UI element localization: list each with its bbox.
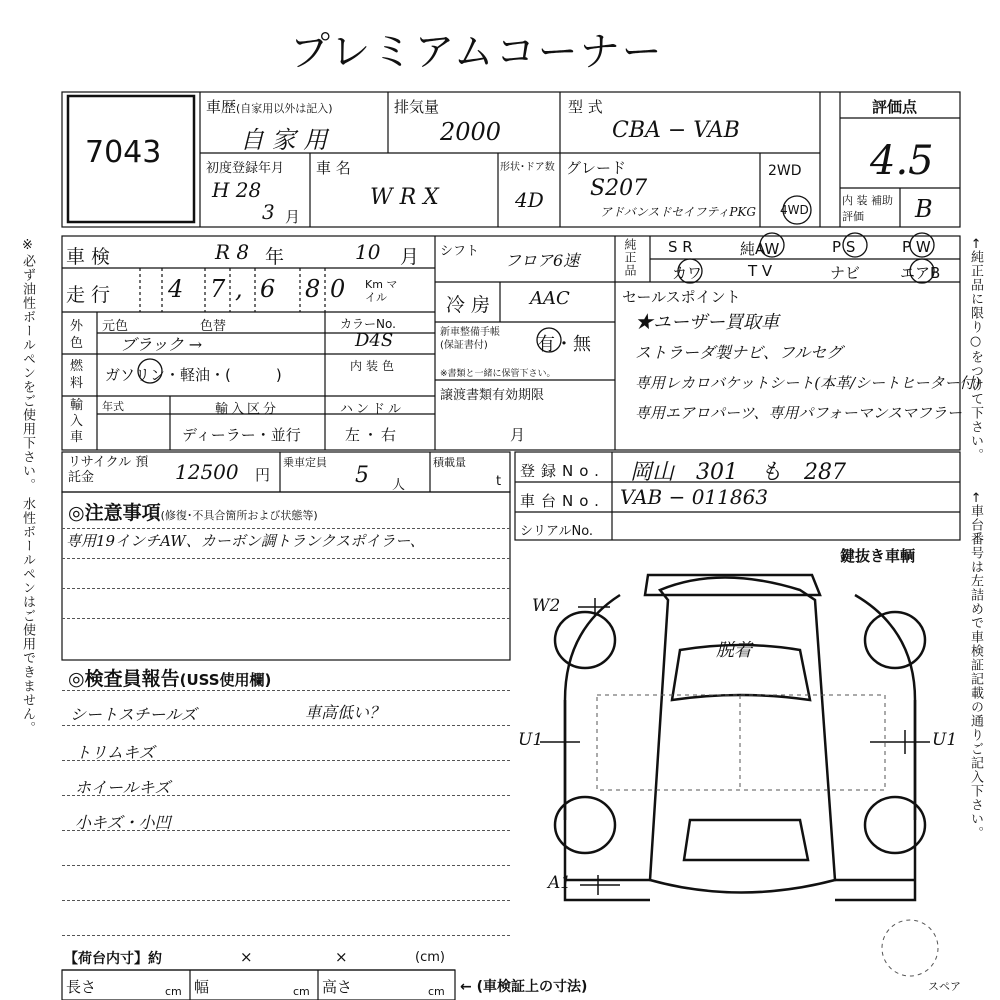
label-selling-points: セールスポイント [622, 288, 741, 306]
genuine-item-navi: ナビ [830, 264, 861, 282]
recycle-value: 12500 [175, 460, 239, 484]
damage-label: 脱着 [716, 640, 752, 661]
reg-no-value: 岡山 301 も 287 [630, 460, 846, 485]
label-color-change: 色替 [200, 319, 227, 334]
key-off-label: 鍵抜き車輌 [840, 547, 916, 565]
mileage-digit: 4 [168, 275, 184, 303]
label-maintenance: 新車整備手帳 (保証書付) [440, 327, 500, 351]
inspector-heading: ◎検査員報告(USS使用欄) [68, 668, 272, 690]
cargo-x1: × [240, 948, 253, 966]
label-spare: スペア [928, 980, 961, 993]
fuel-options: ガソリン・軽油・( ) [105, 366, 282, 384]
label-mileage: 走 行 [66, 284, 111, 306]
label-maintenance-note: ※書類と一緒に保管下さい。 [440, 369, 556, 379]
model-type-value: CBA − VAB [612, 118, 740, 143]
mileage-digit: , [235, 275, 243, 303]
color-no-value: D4S [355, 330, 394, 351]
label-model-type: 型 式 [568, 98, 603, 116]
label-transfer-month: 月 [510, 426, 526, 444]
label-chassis-no: 車台No. [520, 492, 605, 510]
label-fuel: 燃料 [70, 359, 84, 391]
label-height-cm: cm [428, 985, 445, 998]
inspector-note: トリムキズ [75, 743, 155, 762]
genuine-item-airbag: エアB [900, 264, 941, 282]
label-handle: ハンドル [340, 402, 405, 417]
label-exterior-color: 外色 [70, 319, 84, 351]
genuine-item-aw: 純AW [740, 240, 780, 258]
drive-2wd: 2WD [768, 163, 802, 179]
genuine-item-ps: P S [832, 238, 856, 256]
label-interior-eval: 内 装 補助評価 [842, 194, 893, 223]
interior-grade-value: B [915, 195, 933, 223]
mileage-digit: 6 [260, 275, 276, 303]
form-title: プレミアムコーナー [290, 29, 664, 75]
selling-point: 専用レカロバケットシート(本革/シートヒーター付) [635, 374, 981, 392]
label-ac: 冷 房 [446, 294, 491, 316]
label-import: 輸入車 [70, 398, 84, 445]
damage-mark: U1 [518, 730, 544, 750]
label-yen: 円 [255, 466, 271, 484]
notes-heading: ◎注意事項(修復･不具合箇所および状態等) [68, 502, 318, 524]
label-model-year: 年式 [102, 400, 124, 413]
history-value: 自 家 用 [240, 126, 328, 154]
label-displacement: 排気量 [394, 98, 440, 116]
label-cargo: 【荷台内寸】約 [64, 951, 162, 967]
left-side-note: ※必ず油性ボールペンをご使用下さい。 水性ボールペンはご使用できません。 [20, 238, 35, 736]
mileage-digit: 0 [330, 275, 346, 303]
inspection-month-value: 10 [355, 240, 381, 264]
maintenance-value: 有・無 [537, 334, 591, 355]
label-reg-no: 登録No. [520, 462, 605, 480]
mileage-digit: 8 [305, 275, 321, 303]
grade-value: S207 [590, 176, 648, 201]
selling-point: ★ユーザー買取車 [635, 312, 779, 333]
damage-mark: W2 [532, 596, 561, 616]
label-year: 年 [265, 246, 285, 268]
label-body: 形状･ドア数 [500, 162, 555, 173]
genuine-item-leather: カワ [672, 264, 703, 282]
label-load: 積載量 [433, 456, 466, 469]
label-cert-size: ← (車検証上の寸法) [460, 979, 588, 995]
mileage-digit: 7 [210, 275, 226, 303]
label-car-name: 車 名 [316, 159, 351, 177]
label-month: 月 [400, 246, 420, 268]
right-side-note-chassis: ←車台番号は左詰めで車検証記載の通りご記入下さい。 [968, 492, 983, 840]
inspector-note: ホイールキズ [75, 778, 171, 797]
selling-point: 専用エアロパーツ、専用パフォーマンスマフラー [635, 404, 962, 422]
ac-value: AAC [530, 288, 570, 309]
label-km: Km マイル [365, 278, 398, 304]
shift-value: フロア6速 [505, 251, 580, 270]
label-recycle: リサイクル 預託金 [68, 455, 149, 485]
label-width: 幅 [194, 978, 210, 996]
label-color-no: カラーNo. [340, 317, 396, 331]
first-reg-era: H 28 [212, 178, 262, 202]
chassis-no-value: VAB − 011863 [620, 485, 769, 509]
label-interior-color: 内装色 [350, 359, 399, 373]
lot-number: 7043 [85, 135, 162, 170]
label-cm: (cm) [415, 950, 445, 965]
label-grade: グレード [566, 159, 627, 177]
grade-sub-value: アドバンスドセイフティPKG [600, 205, 756, 219]
notes-value: 専用19インチAW、カーボン調トランクスポイラー、 [66, 532, 425, 550]
import-options: ディーラー・並行 [182, 426, 301, 444]
displacement-value: 2000 [440, 118, 502, 146]
inspector-note: シートスチールズ [70, 705, 197, 724]
label-capacity: 乗車定員 [283, 456, 327, 469]
label-import-type: 輸入区分 [215, 402, 280, 417]
label-first-reg: 初度登録年月 [206, 161, 285, 176]
label-genuine: 純正品 [623, 238, 637, 277]
label-score: 評価点 [872, 98, 918, 116]
selling-point: ストラーダ製ナビ、フルセグ [635, 343, 843, 362]
label-serial-no: シリアルNo. [520, 524, 594, 539]
inspection-year-value: R 8 [215, 240, 250, 264]
damage-mark: A1 [548, 873, 572, 893]
label-persons: 人 [392, 478, 406, 493]
label-ton: t [496, 474, 502, 489]
label-width-cm: cm [293, 985, 310, 998]
right-side-note-genuine: ←純正品に限り○をつけて下さい。 [968, 238, 983, 462]
genuine-item-tv: T V [748, 262, 773, 280]
label-history: 車歴(自家用以外は記入) [206, 98, 333, 116]
label-length-cm: cm [165, 985, 182, 998]
inspector-note: 小キズ・小凹 [75, 813, 171, 832]
label-shift: シフト [440, 244, 480, 259]
body-value: 4D [515, 188, 544, 212]
original-color-value: ブラック → [120, 335, 203, 354]
damage-mark: U1 [932, 730, 958, 750]
handle-options: 左・右 [345, 426, 400, 444]
first-reg-month: 3 [262, 200, 275, 224]
label-length: 長さ [66, 978, 97, 996]
score-value: 4.5 [870, 138, 934, 184]
label-original-color: 元色 [102, 319, 129, 334]
inspector-note: 車高低い？ [305, 703, 386, 722]
car-name-value: W R X [370, 185, 439, 210]
genuine-item-pw: P W [902, 238, 931, 256]
label-inspection: 車 検 [66, 246, 111, 268]
drive-4wd: 4WD [780, 203, 809, 217]
capacity-value: 5 [355, 463, 369, 488]
label-transfer-docs: 譲渡書類有効期限 [440, 388, 545, 403]
cargo-x2: × [335, 948, 348, 966]
label-height: 高さ [322, 978, 353, 996]
label-month-reg: 月 [285, 208, 301, 226]
genuine-item-sr: S R [668, 238, 693, 256]
